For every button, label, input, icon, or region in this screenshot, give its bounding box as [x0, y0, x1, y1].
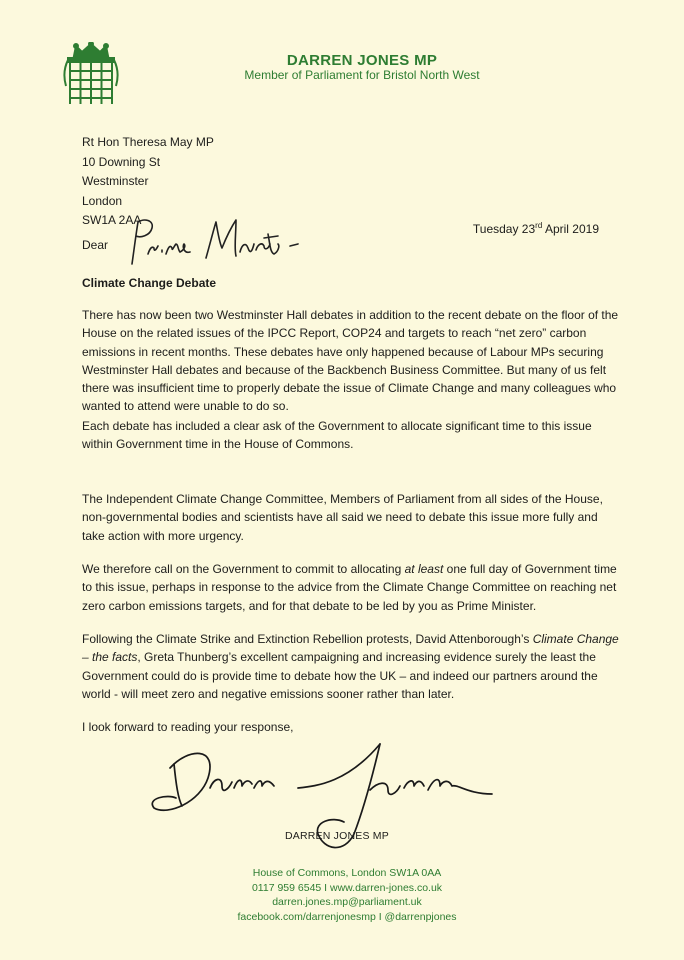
body-paragraph-2: Each debate has included a clear ask of the Government to allocate significant time to this issue within Government time in the House of Commons.	[82, 419, 592, 452]
date-day: Tuesday 23	[472, 222, 536, 236]
recipient-name: Rt Hon Theresa May MP	[82, 135, 214, 149]
body-paragraph-3: The Independent Climate Change Committee, Members of Parliament from all sides of the House, non-governmental bodies and scientists have all said we need to debate this issue more fully and take action with more urgency.	[82, 492, 603, 543]
letterhead-name: DARREN JONES MP	[286, 52, 438, 69]
p5-text-b: , Greta Thunberg’s excellent campaigning and increasing evidence surely the least the Government could do is provide time to debate how the UK – and indeed our partners around the world - will meet zero and negative emissions sooner rather than later.	[82, 650, 598, 701]
letter-date	[473, 221, 599, 236]
handwritten-salutation	[118, 214, 303, 269]
letter-footer	[0, 866, 684, 924]
letter-subject: Climate Change Debate	[82, 276, 217, 290]
footer-address: House of Commons, London SW1A 0AA	[252, 867, 442, 879]
p4-emphasis: at least	[404, 562, 444, 576]
p4-text-b: one full day of Government time to this issue, perhaps in response to the advice from the Climate Change Committee on reaching net zero carbon emissions targets, and for that debate to be led by you as Prime Minister.	[82, 562, 617, 613]
body-paragraph-5	[82, 630, 622, 703]
p5-text-a: Following the Climate Strike and Extinction Rebellion protests, David Attenborough’s	[82, 632, 533, 646]
date-ordinal: rd	[535, 221, 543, 230]
date-month-year: April 2019	[542, 222, 599, 236]
p5-emphasis: Climate Change – the facts	[82, 632, 619, 665]
footer-phone-web: 0117 959 6545 I www.darren-jones.co.uk	[251, 881, 443, 894]
p4-text-a: We therefore call on the Government to commit to allocating	[82, 562, 405, 576]
salutation-dear: Dear	[82, 238, 109, 252]
recipient-city: London	[82, 193, 123, 208]
footer-social: facebook.com/darrenjonesmp I @darrenpjones	[237, 910, 457, 923]
body-paragraph-1: There has now been two Westminster Hall debates in addition to the recent debate on the floor of the House on the related issues of the IPCC Report, COP24 and targets to reach “net zero” carbon emissions in recent months. These debates have only happened because of Labour MPs securing Westminster Hall debates and because of the Backbench Business Committee. But many of us felt there was insufficient time to properly debate the issue of Climate Change and many colleagues who wanted to attend were unable to do so.	[82, 308, 619, 414]
signatory-name: DARREN JONES MP	[285, 830, 389, 842]
recipient-area: Westminster	[82, 174, 149, 188]
recipient-postcode: SW1A 2AA	[82, 213, 142, 227]
recipient-street: 10 Downing St	[82, 154, 161, 169]
footer-email: darren.jones.mp@parliament.uk	[272, 896, 422, 908]
closing-line: I look forward to reading your response,	[82, 720, 294, 734]
body-paragraph-4	[82, 560, 622, 615]
letterhead-subtitle: Member of Parliament for Bristol North West	[244, 68, 480, 82]
